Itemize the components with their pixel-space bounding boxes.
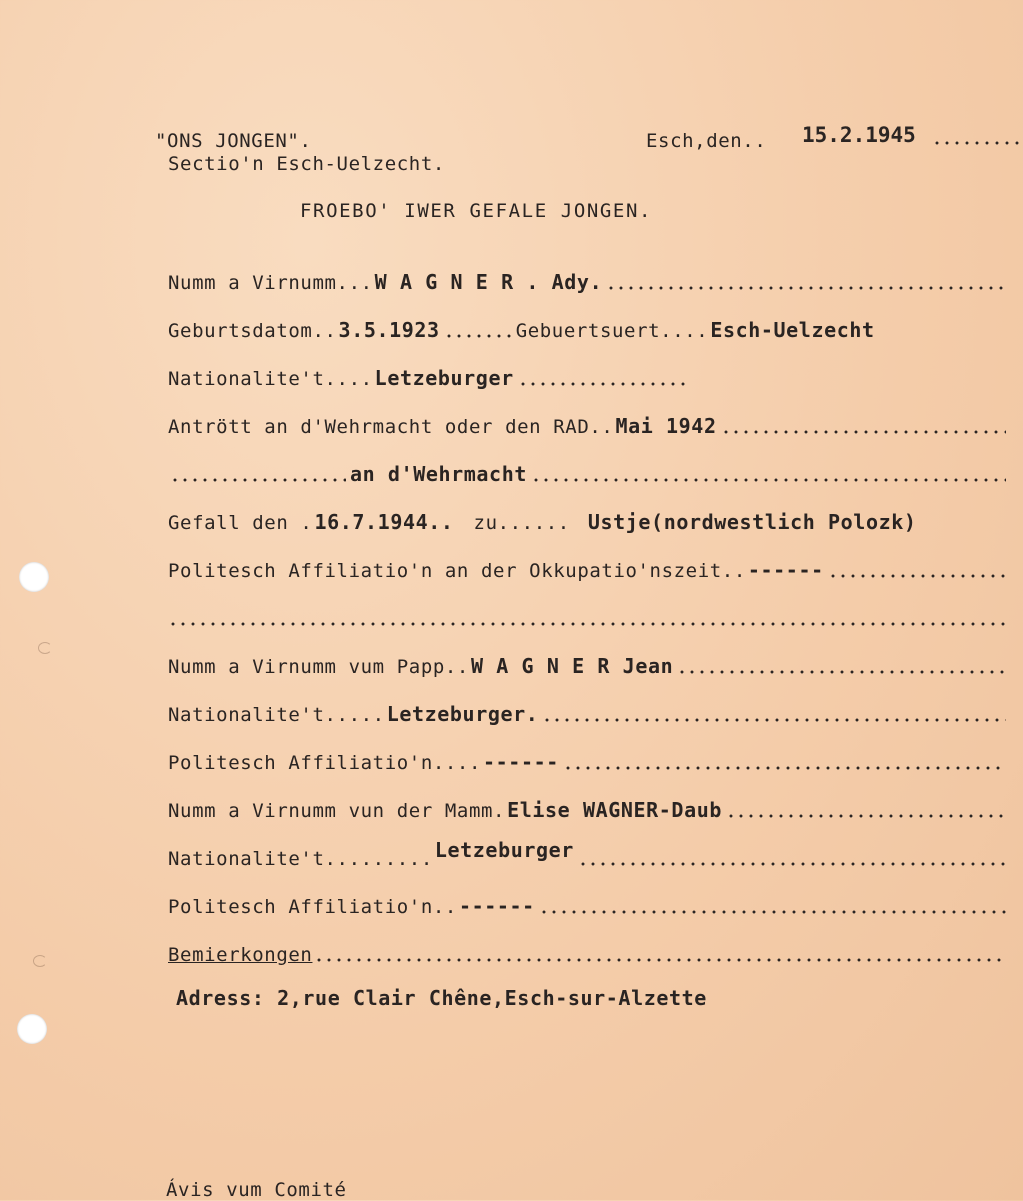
fallen-at-label: zu...... xyxy=(473,512,570,534)
row-father xyxy=(168,652,1008,678)
political-value: ------ xyxy=(747,558,824,582)
dot-leader xyxy=(170,477,346,483)
political-label: Politesch Affiliatio'n an der Okkupatio'nszeit.. xyxy=(168,560,746,582)
paper-dent-mark xyxy=(33,955,47,967)
dot-leader xyxy=(677,669,1006,675)
dot-leader xyxy=(531,477,1006,483)
row-father-political xyxy=(168,748,1008,774)
birthplace-label: Gebuertsuert.... xyxy=(515,320,709,342)
mother-value: Elise WAGNER-Daub xyxy=(507,798,722,822)
fallen-label: Gefall den . xyxy=(168,512,313,534)
birthdate-label: Geburtsdatom.. xyxy=(168,320,337,342)
row-mother xyxy=(168,796,1008,822)
entry-cont-value: an d'Wehrmacht xyxy=(350,462,527,486)
dot-leader xyxy=(563,765,1006,771)
name-value: W A G N E R . Ady. xyxy=(374,270,603,294)
row-birth xyxy=(168,316,1008,342)
row-name xyxy=(168,268,1008,294)
father-political-label: Politesch Affiliatio'n.... xyxy=(168,752,482,774)
nationality-value: Letzeburger xyxy=(374,366,514,390)
mother-political-value: ------ xyxy=(458,894,535,918)
row-remarks xyxy=(168,940,1008,966)
row-entry-cont xyxy=(168,460,1008,486)
row-entry xyxy=(168,412,1008,438)
remarks-label: Bemierkongen xyxy=(168,944,313,966)
father-value: W A G N E R Jean xyxy=(470,654,674,678)
address-line: Adress: 2,rue Clair Chêne,Esch-sur-Alzette xyxy=(176,986,707,1010)
row-nationality xyxy=(168,364,1008,390)
paper-dent-mark xyxy=(38,642,52,654)
dot-leader xyxy=(726,813,1006,819)
mother-nationality-label: Nationalite't......... xyxy=(168,848,433,870)
dot-leader xyxy=(168,621,1006,627)
row-political xyxy=(168,556,1008,582)
father-political-value: ------ xyxy=(483,750,559,774)
row-father-nationality xyxy=(168,700,1008,726)
fallen-place: Ustje(nordwestlich Polozk) xyxy=(587,510,917,534)
name-label: Numm a Virnumm... xyxy=(168,272,373,294)
row-political-cont xyxy=(168,604,1008,630)
father-nationality-label: Nationalite't..... xyxy=(168,704,385,726)
row-fallen xyxy=(168,508,1008,534)
document-date: 15.2.1945 xyxy=(802,123,916,147)
dot-leader xyxy=(828,573,1006,579)
date-dot-leader xyxy=(932,140,1022,146)
dot-leader xyxy=(539,909,1006,915)
dot-leader xyxy=(606,285,1006,291)
punch-hole-bottom xyxy=(17,1014,47,1044)
row-mother-nationality xyxy=(168,838,1008,870)
entry-value: Mai 1942 xyxy=(615,414,717,438)
dot-leader xyxy=(444,333,514,339)
fallen-date: 16.7.1944.. xyxy=(314,510,454,534)
birthplace-value: Esch-Uelzecht xyxy=(710,318,875,342)
row-mother-political xyxy=(168,892,1008,918)
dot-leader xyxy=(314,957,1006,963)
father-label: Numm a Virnumm vum Papp.. xyxy=(168,656,469,678)
dot-leader xyxy=(578,861,1006,867)
org-name: "ONS JONGEN". xyxy=(155,130,312,152)
nationality-label: Nationalite't.... xyxy=(168,368,373,390)
committee-opinion-label: Ávis vum Comité xyxy=(166,1179,347,1201)
section-name: Sectio'n Esch-Uelzecht. xyxy=(168,153,445,175)
birthdate-value: 3.5.1923 xyxy=(338,318,440,342)
dot-leader xyxy=(542,717,1006,723)
punch-hole-top xyxy=(19,562,49,592)
father-nationality-value: Letzeburger. xyxy=(386,702,539,726)
place-label: Esch,den.. xyxy=(646,130,767,152)
dot-leader xyxy=(721,429,1006,435)
dot-leader xyxy=(518,381,688,387)
mother-political-label: Politesch Affiliatio'n.. xyxy=(168,896,457,918)
mother-label: Numm a Virnumm vun der Mamm. xyxy=(168,800,506,822)
form-title: FROEBO' IWER GEFALE JONGEN. xyxy=(300,200,653,222)
entry-label: Antrött an d'Wehrmacht oder den RAD.. xyxy=(168,416,614,438)
mother-nationality-value: Letzeburger xyxy=(434,838,574,862)
